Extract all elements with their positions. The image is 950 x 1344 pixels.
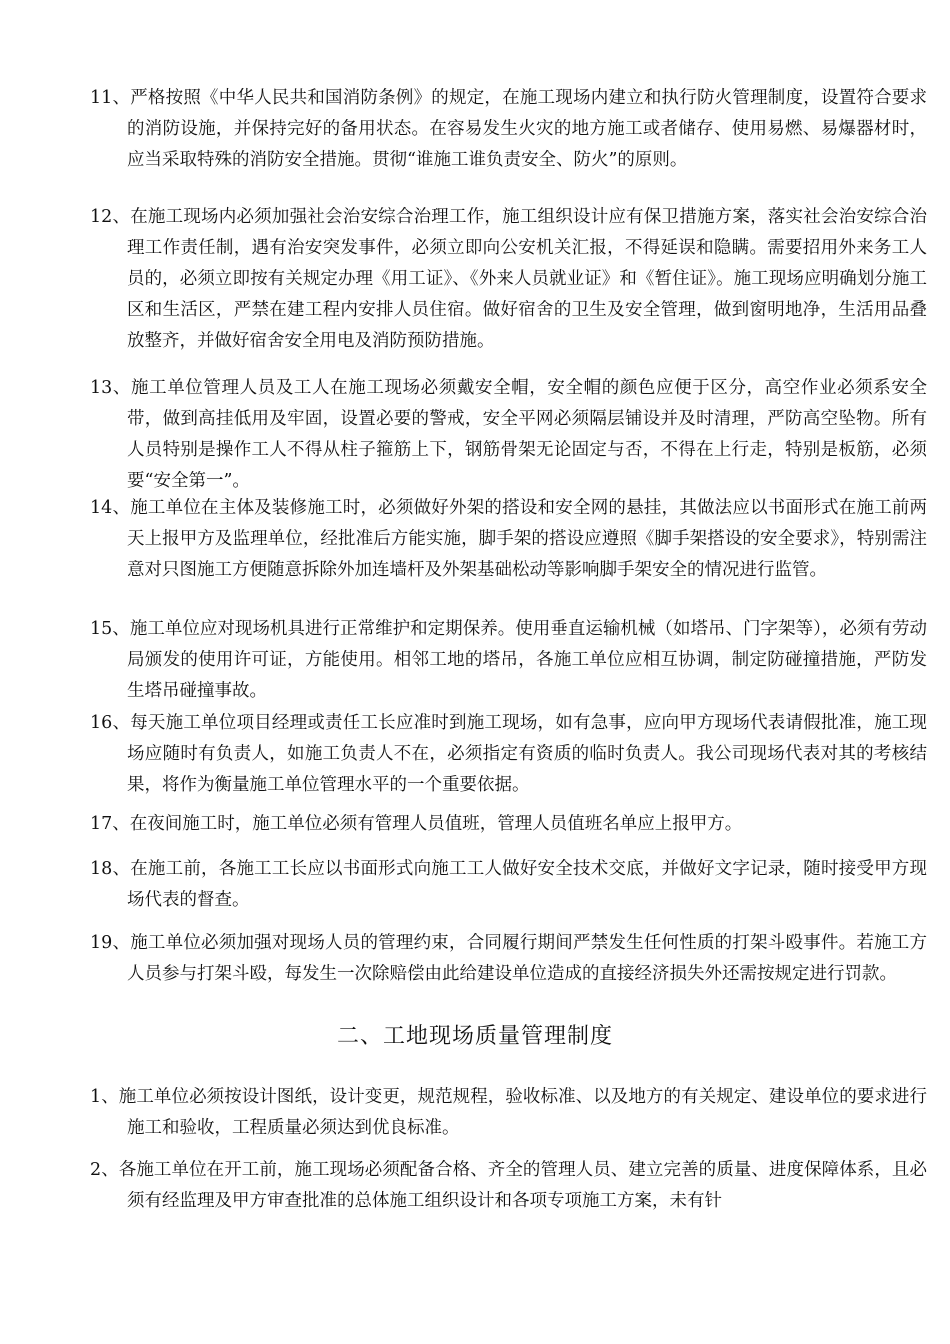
clause-text: 各施工单位在开工前，施工现场必须配备合格、齐全的管理人员、建立完善的质量、进度保障体系，且必须有经监理及甲方审查批准的总体施工组织设计和各项专项施工方案，未有针 [118,1160,927,1211]
clause-15 [90,614,927,707]
clause-number: 11、 [90,88,131,108]
clause-19 [90,928,927,990]
clause-13 [90,373,927,497]
clause-number: 12、 [90,207,131,227]
quality-clause-2 [90,1155,927,1217]
clause-number: 17、 [90,814,130,834]
clause-number: 16、 [90,713,131,733]
clause-text: 施工单位必须加强对现场人员的管理约束，合同履行期间严禁发生任何性质的打架斗殴事件。若施工方人员参与打架斗殴，每发生一次除赔偿由此给建设单位造成的直接经济损失外还需按规定进行罚款。 [127,933,927,984]
clause-text: 每天施工单位项目经理或责任工长应准时到施工现场，如有急事，应向甲方现场代表请假批准，施工现场应随时有负责人，如施工负责人不在，必须指定有资质的临时负责人。我公司现场代表对其的考核结果，将作为衡量施工单位管理水平的一个重要依据。 [127,713,927,795]
clause-number: 1、 [90,1087,119,1107]
section-heading: 二、工地现场质量管理制度 [336,1024,613,1049]
clause-number: 2、 [90,1160,119,1180]
clause-number: 19、 [90,933,131,953]
clause-number: 13、 [90,378,131,398]
clause-text: 施工单位应对现场机具进行正常维护和定期保养。使用垂直运输机械（如塔吊、门字架等），必须有劳动局颁发的使用许可证，方能使用。相邻工地的塔吊，各施工单位应相互协调，制定防碰撞措施，严防发生塔吊碰撞事故。 [127,619,927,701]
clause-text: 严格按照《中华人民共和国消防条例》的规定，在施工现场内建立和执行防火管理制度，设置符合要求的消防设施，并保持完好的备用状态。在容易发生火灾的地方施工或者储存、使用易燃、易爆器材时，应当采取特殊的消防安全措施。贯彻“谁施工谁负责安全、防火”的原则。 [127,88,927,170]
clause-number: 14、 [90,498,131,518]
clause-16 [90,708,927,801]
clause-11 [90,83,927,176]
clause-text: 在施工前，各施工工长应以书面形式向施工工人做好安全技术交底，并做好文字记录，随时接受甲方现场代表的督查。 [127,859,927,910]
clause-number: 18、 [90,859,131,879]
clause-text: 在夜间施工时，施工单位必须有管理人员值班，管理人员值班名单应上报甲方。 [129,814,743,834]
clause-text: 施工单位在主体及装修施工时，必须做好外架的搭设和安全网的悬挂，其做法应以书面形式在施工前两天上报甲方及监理单位，经批准后方能实施，脚手架的搭设应遵照《脚手架搭设的安全要求》，特别需注意对只图施工方便随意拆除外加连墙杆及外架基础松动等影响脚手架安全的情况进行监管。 [127,498,927,580]
clause-14 [90,493,927,586]
clause-17 [90,809,927,840]
clause-18 [90,854,927,916]
clause-12 [90,202,927,357]
clause-text: 在施工现场内必须加强社会治安综合治理工作，施工组织设计应有保卫措施方案，落实社会治安综合治理工作责任制，遇有治安突发事件，必须立即向公安机关汇报，不得延误和隐瞒。需要招用外来务工人员的，必须立即按有关规定办理《用工证》、《外来人员就业证》和《暂住证》。施工现场应明确划分施工区和生活区，严禁在建工程内安排人员住宿。做好宿舍的卫生及安全管理，做到窗明地净，生活用品叠放整齐，并做好宿舍安全用电及消防预防措施。 [127,207,927,351]
clause-number: 15、 [90,619,130,639]
quality-clause-1 [90,1082,927,1144]
clause-text: 施工单位必须按设计图纸，设计变更，规范规程，验收标准、以及地方的有关规定、建设单位的要求进行施工和验收，工程质量必须达到优良标准。 [118,1087,927,1138]
clause-text: 施工单位管理人员及工人在施工现场必须戴安全帽，安全帽的颜色应便于区分，高空作业必须系安全带，做到高挂低用及牢固，设置必要的警戒，安全平网必须隔层铺设并及时清理，严防高空坠物。所有人员特别是操作工人不得从柱子箍筋上下，钢筋骨架无论固定与否，不得在上行走，特别是板筋，必须要“安全第一”。 [127,378,927,491]
